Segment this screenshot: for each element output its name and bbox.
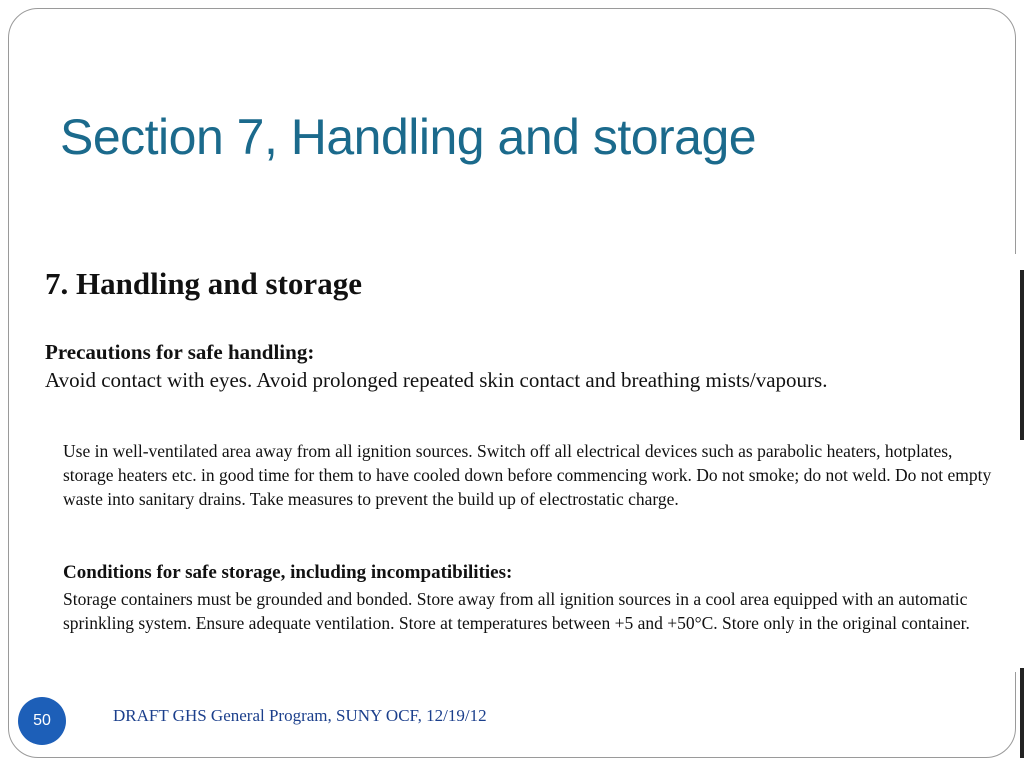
edge-mark: [1020, 668, 1024, 758]
sds-excerpt-image: [30, 254, 1020, 672]
precautions-heading: Precautions for safe handling:: [45, 340, 315, 364]
section-heading: 7. Handling and storage: [45, 266, 362, 301]
slide-number-badge: 50: [18, 697, 66, 745]
storage-heading: Conditions for safe storage, including incompatibilities:: [63, 562, 513, 583]
slide-footer: DRAFT GHS General Program, SUNY OCF, 12/19/12: [113, 706, 487, 725]
storage-paragraph: Storage containers must be grounded and bonded. Store away from all ignition sources in a cool area equipped with an automatic sprinkling system. Ensure adequate ventilation. Store at temperatures between +5 and +50°C. Store only in the original container.: [63, 589, 970, 633]
slide-title: Section 7, Handling and storage: [60, 109, 757, 165]
precautions-paragraph: Use in well-ventilated area away from all ignition sources. Switch off all electrical devices such as parabolic heaters, hotplates, storage heaters etc. in good time for them to have cooled down before commencing work. Do not smoke; do not weld. Do not empty waste into sanitary drains. Take measures to prevent the build up of electrostatic charge.: [63, 441, 992, 509]
edge-mark: [1020, 398, 1024, 434]
precautions-line: Avoid contact with eyes. Avoid prolonged repeated skin contact and breathing mists/vapours.: [45, 368, 828, 392]
